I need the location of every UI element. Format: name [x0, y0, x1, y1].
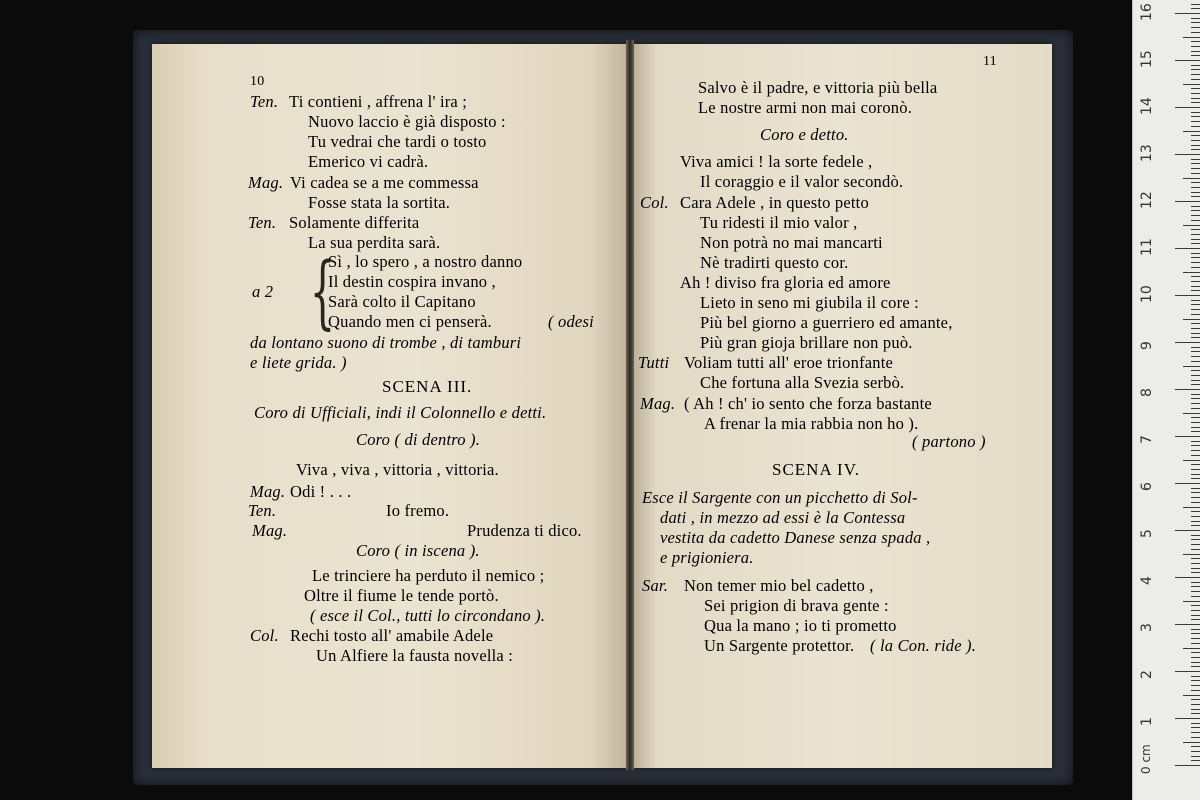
ruler-tick [1191, 328, 1200, 329]
ruler-tick [1191, 361, 1200, 362]
ruler-tick [1191, 276, 1200, 277]
verse-line: Tu ridesti il mio valor , [700, 213, 858, 232]
verse-line: Il coraggio e il valor secondò. [700, 172, 904, 191]
ruler-tick [1175, 483, 1200, 484]
ruler-tick [1191, 563, 1200, 564]
ruler-tick [1175, 624, 1200, 625]
ruler-tick [1191, 380, 1200, 381]
ruler-tick [1191, 32, 1200, 33]
ruler-tick [1175, 389, 1200, 390]
verse-line: Fosse stata la sortita. [308, 193, 451, 212]
ruler-tick [1191, 79, 1200, 80]
ruler-tick [1191, 586, 1200, 587]
ruler-number: 3 [1139, 623, 1155, 632]
ruler-tick [1191, 51, 1200, 52]
ruler-tick [1191, 497, 1200, 498]
ruler-tick [1175, 718, 1200, 719]
ruler-tick [1191, 149, 1200, 150]
verse-line: Oltre il fiume le tende portò. [304, 586, 499, 605]
ruler-tick [1191, 408, 1200, 409]
speaker-label: Sar. [642, 576, 669, 595]
ruler-tick [1183, 601, 1200, 602]
speaker-label: Ten. [250, 92, 279, 111]
verse-line: Ti contieni , affrena l' ira ; [289, 92, 468, 111]
verse-line: Viva amici ! la sorte fedele , [680, 152, 873, 171]
chorus-heading: Coro ( di dentro ). [356, 430, 481, 449]
ruler-tick [1191, 262, 1200, 263]
verse-line: Emerico vi cadrà. [308, 152, 429, 171]
ruler-tick [1191, 55, 1200, 56]
ruler-tick [1183, 507, 1200, 508]
speaker-label: Mag. [248, 173, 284, 192]
stage-direction: ( partono ) [912, 432, 986, 451]
verse-line: Un Alfiere la fausta novella : [316, 646, 514, 665]
ruler-tick [1191, 704, 1200, 705]
ruler-number: 5 [1139, 529, 1155, 538]
ruler-number: 13 [1139, 144, 1155, 162]
ruler-tick [1191, 403, 1200, 404]
speaker-label: Mag. [250, 482, 286, 501]
ruler-number: 2 [1139, 670, 1155, 679]
ruler-tick [1191, 572, 1200, 573]
ruler-number: 6 [1139, 482, 1155, 491]
ruler-tick [1191, 582, 1200, 583]
verse-line: Sei prigion di brava gente : [704, 596, 889, 615]
ruler-tick [1191, 544, 1200, 545]
verse-line: Quando men ci penserà. [328, 312, 492, 331]
ruler-tick [1191, 220, 1200, 221]
ruler-tick [1191, 314, 1200, 315]
verse-line: Solamente differita [289, 213, 420, 232]
ruler-tick [1191, 384, 1200, 385]
ruler-tick [1191, 469, 1200, 470]
verse-line: Non potrà no mai mancarti [700, 233, 883, 252]
ruler-tick [1191, 126, 1200, 127]
verse-line: Le nostre armi non mai coronò. [698, 98, 913, 117]
ruler-tick [1191, 629, 1200, 630]
ruler-tick [1191, 427, 1200, 428]
speaker-label: Col. [640, 193, 669, 212]
ruler-tick [1191, 243, 1200, 244]
ruler-tick [1191, 610, 1200, 611]
ruler-tick [1191, 182, 1200, 183]
ruler-tick [1191, 746, 1200, 747]
ruler-tick [1191, 22, 1200, 23]
ruler-tick [1191, 450, 1200, 451]
ruler-tick [1191, 257, 1200, 258]
measurement-ruler [1132, 0, 1200, 800]
ruler-tick [1191, 638, 1200, 639]
book-gutter [626, 40, 634, 770]
stage-direction: ( la Con. ride ). [870, 636, 977, 655]
scene-title: SCENA IV. [772, 460, 861, 479]
ruler-tick [1183, 554, 1200, 555]
verse-line: Nè tradirti questo cor. [700, 253, 849, 272]
ruler-tick [1191, 187, 1200, 188]
ruler-tick [1191, 535, 1200, 536]
ruler-tick [1191, 69, 1200, 70]
ruler-tick [1191, 192, 1200, 193]
scene-title: SCENA III. [382, 377, 473, 396]
ruler-tick [1175, 60, 1200, 61]
ruler-tick [1191, 196, 1200, 197]
ruler-tick [1191, 727, 1200, 728]
stage-direction: ( odesi [548, 312, 594, 331]
scene-description: Esce il Sargente con un picchetto di Sol- [642, 488, 918, 507]
speaker-label: Mag. [640, 394, 676, 413]
ruler-tick [1191, 145, 1200, 146]
stage-direction: e liete grida. ) [250, 353, 347, 372]
scene-subtitle: Coro di Ufficiali, indi il Colonnello e detti. [254, 403, 547, 422]
ruler-tick [1191, 549, 1200, 550]
scene-description: vestita da cadetto Danese senza spada , [660, 528, 931, 547]
ruler-number: 8 [1139, 388, 1155, 397]
ruler-tick [1175, 577, 1200, 578]
ruler-tick [1191, 375, 1200, 376]
ruler-tick [1191, 46, 1200, 47]
ruler-tick [1191, 751, 1200, 752]
ruler-tick [1191, 676, 1200, 677]
ruler-tick [1183, 37, 1200, 38]
ruler-tick [1191, 281, 1200, 282]
ruler-tick [1191, 723, 1200, 724]
ruler-tick [1191, 685, 1200, 686]
curly-brace: { [309, 245, 336, 338]
ruler-tick [1191, 304, 1200, 305]
ruler-tick [1191, 309, 1200, 310]
ruler-tick [1191, 267, 1200, 268]
ruler-tick [1191, 643, 1200, 644]
ruler-tick [1191, 539, 1200, 540]
ruler-number: 1 [1139, 717, 1155, 726]
ruler-tick [1191, 135, 1200, 136]
ruler-tick [1191, 666, 1200, 667]
ruler-tick [1191, 488, 1200, 489]
ruler-tick [1191, 732, 1200, 733]
ruler-tick [1191, 431, 1200, 432]
ruler-number: 10 [1139, 285, 1155, 303]
ruler-tick [1191, 474, 1200, 475]
verse-line: Il destin cospira invano , [328, 272, 496, 291]
ruler-tick [1191, 596, 1200, 597]
ruler-number: 4 [1139, 576, 1155, 585]
ruler-tick [1191, 713, 1200, 714]
ruler-tick [1175, 154, 1200, 155]
chorus-heading: Coro ( in iscena ). [356, 541, 480, 560]
ruler-tick [1191, 347, 1200, 348]
ruler-tick [1191, 760, 1200, 761]
ruler-tick [1191, 323, 1200, 324]
verse-line: Sì , lo spero , a nostro danno [328, 252, 523, 271]
verse-line: Un Sargente protettor. [704, 636, 855, 655]
ruler-tick [1191, 290, 1200, 291]
ruler-tick [1191, 370, 1200, 371]
verse-line: Che fortuna alla Svezia serbò. [700, 373, 905, 392]
ruler-tick [1191, 4, 1200, 5]
ruler-tick [1175, 248, 1200, 249]
ruler-tick [1191, 394, 1200, 395]
ruler-tick [1191, 398, 1200, 399]
ruler-tick [1191, 464, 1200, 465]
ruler-tick [1175, 295, 1200, 296]
ruler-tick [1175, 342, 1200, 343]
ruler-tick [1191, 521, 1200, 522]
ruler-tick [1191, 27, 1200, 28]
ruler-tick [1191, 168, 1200, 169]
ruler-tick [1175, 530, 1200, 531]
verse-line: Nuovo laccio è già disposto : [308, 112, 506, 131]
ruler-tick [1191, 615, 1200, 616]
ruler-tick [1191, 511, 1200, 512]
ruler-tick [1183, 84, 1200, 85]
ruler-tick [1191, 737, 1200, 738]
ruler-tick [1183, 695, 1200, 696]
ruler-number: 7 [1139, 435, 1155, 444]
ruler-tick [1191, 568, 1200, 569]
verse-line: Le trinciere ha perduto il nemico ; [312, 566, 545, 585]
verse-line: A frenar la mia rabbia non ho ). [704, 414, 919, 433]
verse-line: Non temer mio bel cadetto , [684, 576, 874, 595]
speaker-label: Ten. [248, 213, 277, 232]
ruler-tick [1175, 671, 1200, 672]
ruler-tick [1191, 756, 1200, 757]
ruler-tick [1191, 502, 1200, 503]
verse-line: Viva , viva , vittoria , vittoria. [296, 460, 499, 479]
ruler-tick [1191, 441, 1200, 442]
verse-line: Qua la mano ; io ti prometto [704, 616, 897, 635]
ruler-tick [1191, 210, 1200, 211]
speaker-label: Col. [250, 626, 279, 645]
ruler-number: 11 [1139, 238, 1155, 256]
ruler-tick [1183, 319, 1200, 320]
verse-line: Sarà colto il Capitano [328, 292, 476, 311]
ruler-tick [1191, 422, 1200, 423]
verse-line: Cara Adele , in questo petto [680, 193, 869, 212]
ruler-tick [1191, 619, 1200, 620]
ruler-tick [1191, 455, 1200, 456]
ruler-unit-label: 0 cm [1139, 744, 1153, 774]
ruler-tick [1191, 558, 1200, 559]
ruler-tick [1183, 272, 1200, 273]
ruler-tick [1175, 13, 1200, 14]
ruler-tick [1191, 112, 1200, 113]
ruler-tick [1191, 591, 1200, 592]
ruler-number: 12 [1139, 191, 1155, 209]
ruler-tick [1183, 648, 1200, 649]
ruler-tick [1191, 356, 1200, 357]
stage-direction: da lontano suono di trombe , di tamburi [250, 333, 522, 352]
ruler-tick [1191, 98, 1200, 99]
ruler-tick [1191, 253, 1200, 254]
ruler-tick [1191, 516, 1200, 517]
scene-description: e prigioniera. [660, 548, 754, 567]
ruler-tick [1191, 333, 1200, 334]
ruler-tick [1191, 215, 1200, 216]
ruler-tick [1191, 445, 1200, 446]
speaker-label: Ten. [248, 501, 277, 520]
verse-line: Salvo è il padre, e vittoria più bella [698, 78, 938, 97]
ruler-tick [1183, 460, 1200, 461]
verse-line: Tu vedrai che tardi o tosto [308, 132, 487, 151]
verse-line: ( Ah ! ch' io sento che forza bastante [684, 394, 932, 413]
chorus-heading: Coro e detto. [760, 125, 849, 144]
ruler-tick [1191, 121, 1200, 122]
ruler-tick [1191, 662, 1200, 663]
verse-line: Più bel giorno a guerriero ed amante, [700, 313, 953, 332]
ruler-tick [1191, 657, 1200, 658]
ruler-tick [1191, 8, 1200, 9]
ruler-tick [1191, 65, 1200, 66]
ruler-number: 9 [1139, 341, 1155, 350]
verse-line: La sua perdita sarà. [308, 233, 441, 252]
ruler-tick [1191, 41, 1200, 42]
ruler-tick [1191, 690, 1200, 691]
page-number-left: 10 [250, 74, 265, 89]
ruler-tick [1183, 131, 1200, 132]
ruler-tick [1191, 337, 1200, 338]
ruler-tick [1191, 74, 1200, 75]
ruler-tick [1191, 300, 1200, 301]
ruler-tick [1175, 436, 1200, 437]
ruler-tick [1191, 652, 1200, 653]
ruler-tick [1191, 234, 1200, 235]
ruler-tick [1191, 88, 1200, 89]
ruler-tick [1175, 765, 1200, 766]
ruler-tick [1191, 102, 1200, 103]
ruler-tick [1191, 525, 1200, 526]
ruler-tick [1191, 605, 1200, 606]
ruler-tick [1191, 478, 1200, 479]
ruler-tick [1183, 413, 1200, 414]
ruler-tick [1191, 492, 1200, 493]
ruler-tick [1183, 742, 1200, 743]
speaker-label: Tutti [638, 353, 670, 372]
ruler-tick [1183, 178, 1200, 179]
ruler-tick [1191, 163, 1200, 164]
ruler-tick [1191, 116, 1200, 117]
ruler-tick [1191, 93, 1200, 94]
ruler-tick [1191, 699, 1200, 700]
verse-line: Prudenza ti dico. [467, 521, 582, 540]
ruler-tick [1191, 286, 1200, 287]
ruler-tick [1175, 201, 1200, 202]
ruler-number: 14 [1139, 97, 1155, 115]
verse-line: Più gran gioja brillare non può. [700, 333, 913, 352]
ruler-number: 16 [1139, 3, 1155, 21]
ruler-tick [1191, 206, 1200, 207]
verse-line: Odi ! . . . [290, 482, 352, 501]
page-number-right: 11 [983, 54, 997, 69]
duet-label: a 2 [252, 282, 274, 301]
ruler-tick [1191, 18, 1200, 19]
ruler-tick [1191, 417, 1200, 418]
stage-direction: ( esce il Col., tutti lo circondano ). [310, 606, 546, 625]
ruler-tick [1175, 107, 1200, 108]
verse-line: Io fremo. [386, 501, 450, 520]
ruler-tick [1183, 225, 1200, 226]
verse-line: Lieto in seno mi giubila il core : [700, 293, 919, 312]
ruler-tick [1191, 229, 1200, 230]
verse-line: Ah ! diviso fra gloria ed amore [680, 273, 891, 292]
ruler-tick [1191, 239, 1200, 240]
ruler-tick [1191, 159, 1200, 160]
ruler-tick [1191, 680, 1200, 681]
ruler-tick [1191, 633, 1200, 634]
ruler-tick [1191, 173, 1200, 174]
ruler-tick [1191, 351, 1200, 352]
ruler-tick [1183, 366, 1200, 367]
scene-description: dati , in mezzo ad essi è la Contessa [660, 508, 906, 527]
ruler-number: 15 [1139, 50, 1155, 68]
ruler-tick [1191, 709, 1200, 710]
ruler-tick [1191, 140, 1200, 141]
verse-line: Voliam tutti all' eroe trionfante [684, 353, 894, 372]
verse-line: Rechi tosto all' amabile Adele [290, 626, 494, 645]
speaker-label: Mag. [252, 521, 288, 540]
verse-line: Vi cadea se a me commessa [290, 173, 479, 192]
